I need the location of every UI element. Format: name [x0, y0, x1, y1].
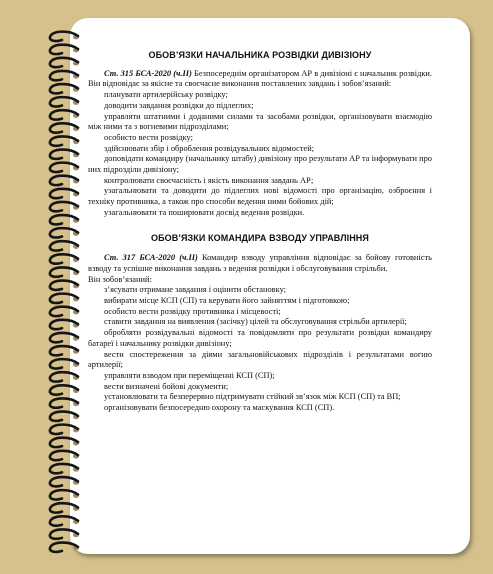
- document-body: [88, 44, 432, 414]
- section2-duties: [88, 285, 432, 413]
- duty-item: управляти штатними і доданими силами та засобами розвідки, організовувати взаємодію між ними та з вогневими підрозділами;: [88, 111, 432, 132]
- duty-item: організовувати безпосередню охорону та маскування КСП (СП).: [104, 403, 335, 413]
- duty-item: вести визначені бойові документи;: [104, 381, 229, 391]
- section2-lead: Він зобов’язаний:: [88, 274, 152, 284]
- duty-item: здійснювати збір і оброблення розвідувальних відомостей;: [104, 143, 315, 153]
- duty-item: доповідати командиру (начальнику штабу) дивізіону про результати АР та інформувати про них підрозділи дивізіону;: [88, 154, 432, 175]
- section2-intro: Ст. 317 БСА-2020 (ч.ІІ) Командир взводу управління відповідає за бойову готовність взводу та успішне виконання завдань з ведення розвідки і обслуговування стрільби.: [88, 253, 432, 273]
- duty-item: з’ясувати отримане завдання і оцінити обстановку;: [104, 285, 286, 295]
- section2-ref: Ст. 317 БСА-2020 (ч.ІІ): [104, 253, 198, 263]
- section1-duties: [88, 90, 432, 218]
- section1-intro: Ст. 315 БСА-2020 (ч.ІІ) Безпосереднім організатором АР в дивізіоні є начальник розвідки. Він відповідає за якісне та своєчасне виконання поставлених завдань і зобов’язаний:: [88, 68, 432, 89]
- duty-item: особисто вести розвідку противника і місцевості;: [104, 306, 281, 316]
- duty-item: вибирати місце КСП (СП) та керувати його зайняттям і підготовкою;: [104, 296, 350, 306]
- duty-item: особисто вести розвідку;: [104, 132, 193, 142]
- duty-item: планувати артилерійську розвідку;: [104, 90, 228, 100]
- section1-title: ОБОВ’ЯЗКИ НАЧАЛЬНИКА РОЗВІДКИ ДИВІЗІОНУ: [148, 50, 372, 60]
- duty-item: обробляти розвідувальні відомості та повідомляти про результати розвідки командиру батареї і начальнику розвідки дивізіону;: [88, 328, 432, 348]
- section1-ref: Ст. 315 БСА-2020 (ч.ІІ): [104, 68, 192, 78]
- duty-item: доводити завдання розвідки до підлеглих;: [104, 100, 254, 110]
- section2-title: ОБОВ’ЯЗКИ КОМАНДИРА ВЗВОДУ УПРАВЛІННЯ: [151, 232, 369, 243]
- duty-item: вести спостереження за діями загальновійськових підрозділів і результатами вогню артилерії;: [88, 349, 432, 370]
- duty-item: ставити завдання на виявлення (засічку) цілей та обслуговування стрільби артилерії;: [104, 317, 407, 327]
- duty-item: контролювати своєчасність і якість виконання завдань АР;: [104, 175, 314, 185]
- duty-item: установлювати та безперервно підтримувати стійкий зв’язок між КСП (СП) та ВП;: [104, 392, 401, 402]
- duty-item: управляти взводом при переміщенні КСП (СП);: [104, 370, 275, 380]
- duty-item: узагальнювати та поширювати досвід ведення розвідки.: [104, 207, 305, 217]
- duty-item: узагальнювати та доводити до підлеглих нові відомості про організацію, озброєння і техніку противника, а також про способи ведення ними бойових дій;: [88, 186, 432, 207]
